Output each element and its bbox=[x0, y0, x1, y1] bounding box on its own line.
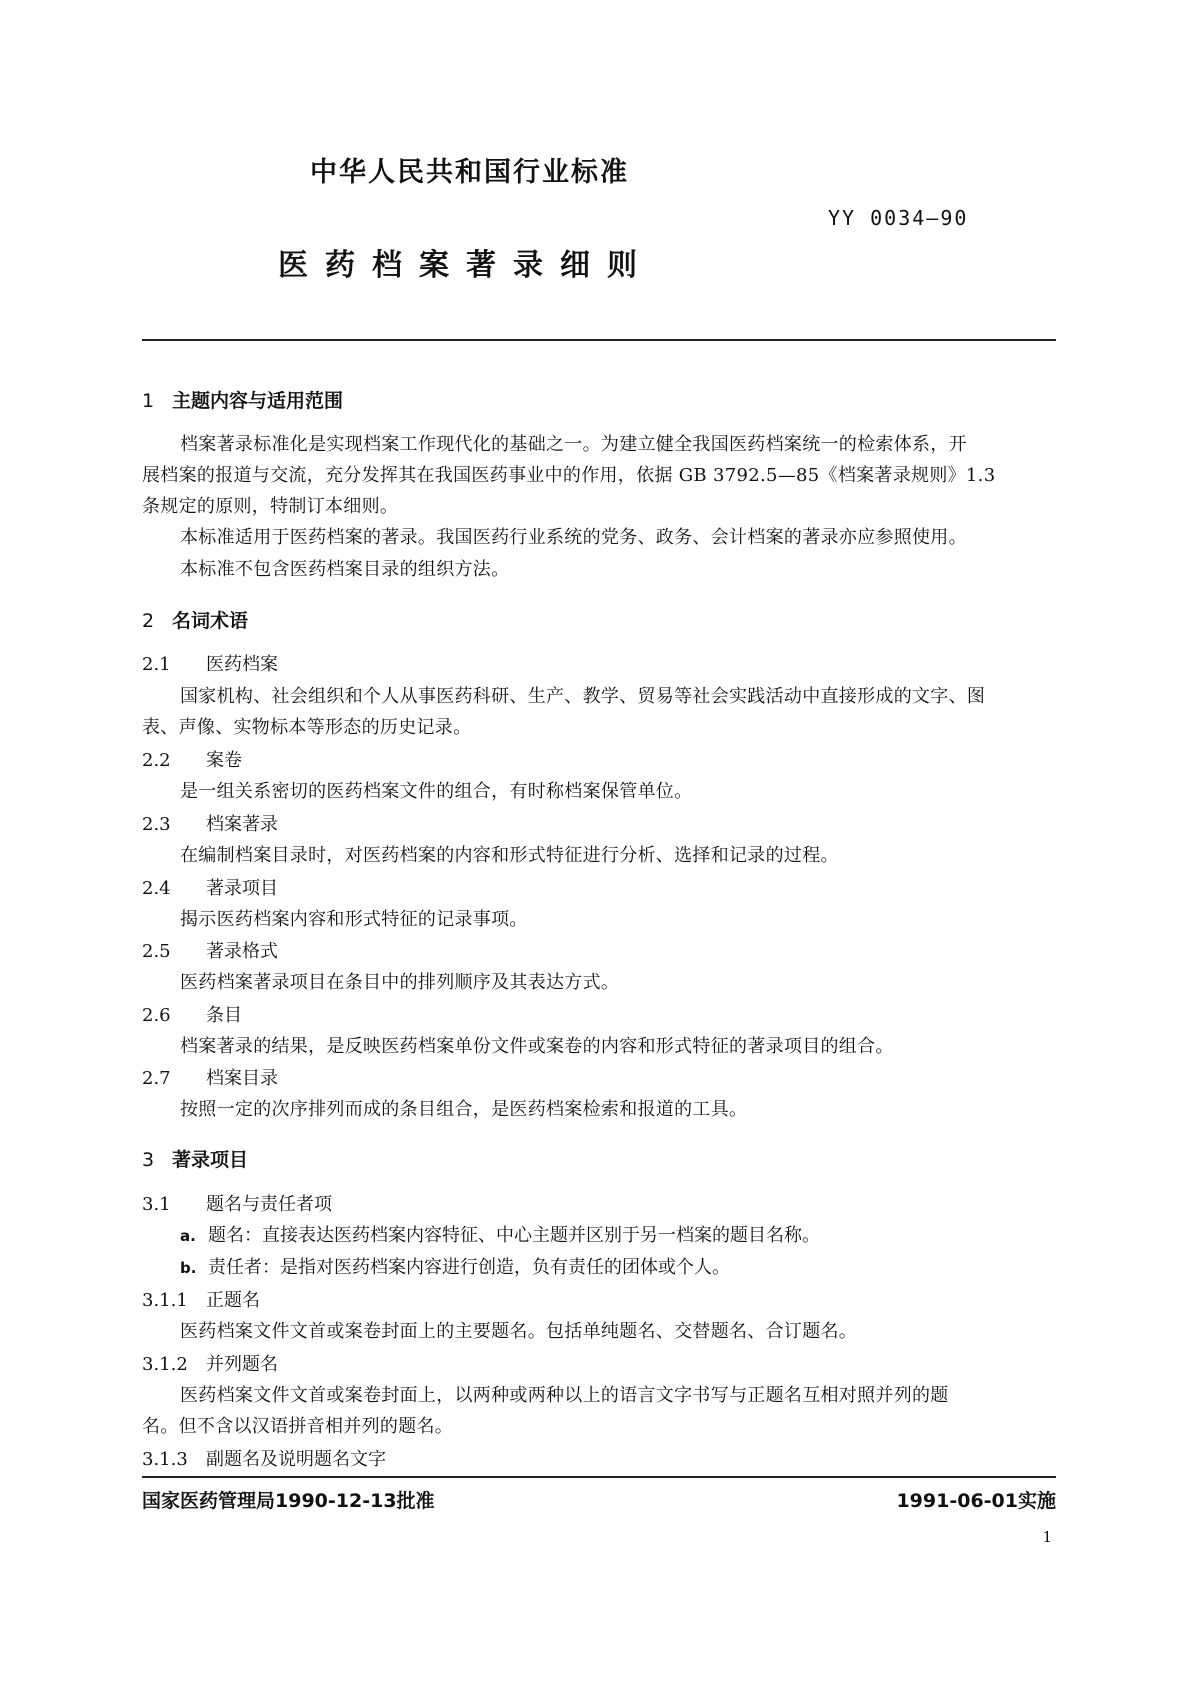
term-heading bbox=[142, 874, 278, 900]
term-number: 2.7 bbox=[142, 1068, 171, 1089]
item-definition: 医药档案文件文首或案卷封面上，以两种或两种以上的语言文字书写与正题名互相对照并列的题 bbox=[180, 1385, 949, 1406]
term-name: 著录项目 bbox=[206, 878, 278, 899]
item-name: 并列题名 bbox=[206, 1354, 278, 1375]
term-number: 2.1 bbox=[142, 654, 171, 675]
document-title: 医药档案著录细则 bbox=[278, 248, 654, 283]
approval-info: 国家医药管理局1990-12-13批准 bbox=[142, 1490, 435, 1512]
term-definition: 在编制档案目录时，对医药档案的内容和形式特征进行分析、选择和记录的过程。 bbox=[180, 845, 839, 866]
term-heading bbox=[142, 810, 278, 836]
list-text: 题名：直接表达医药档案内容特征、中心主题并区别于另一档案的题目名称。 bbox=[208, 1225, 820, 1246]
term-name: 案卷 bbox=[206, 750, 242, 771]
term-definition: 是一组关系密切的医药档案文件的组合，有时称档案保管单位。 bbox=[180, 781, 693, 802]
item-number: 3.1.1 bbox=[142, 1290, 188, 1311]
term-number: 2.4 bbox=[142, 878, 171, 899]
term-definition: 档案著录的结果，是反映医药档案单份文件或案卷的内容和形式特征的著录项目的组合。 bbox=[180, 1036, 894, 1057]
section-number: 3 bbox=[142, 1149, 155, 1171]
paragraph-line: 展档案的报道与交流，充分发挥其在我国医药事业中的作用，依据 GB 3792.5—85《档案著录规则》1.3 bbox=[142, 465, 996, 486]
term-heading bbox=[142, 937, 278, 963]
item-name: 副题名及说明题名文字 bbox=[206, 1449, 386, 1470]
page-number: 1 bbox=[1042, 1528, 1052, 1546]
term-definition: 医药档案著录项目在条目中的排列顺序及其表达方式。 bbox=[180, 972, 620, 993]
item-heading bbox=[142, 1190, 332, 1216]
section-title: 主题内容与适用范围 bbox=[172, 390, 344, 412]
section-1-heading bbox=[142, 386, 343, 413]
standard-type-heading: 中华人民共和国行业标准 bbox=[310, 157, 629, 188]
item-number: 3.1 bbox=[142, 1194, 171, 1215]
term-definition: 揭示医药档案内容和形式特征的记录事项。 bbox=[180, 909, 528, 930]
term-heading bbox=[142, 1001, 242, 1027]
term-name: 档案著录 bbox=[206, 814, 278, 835]
term-number: 2.3 bbox=[142, 814, 171, 835]
section-title: 著录项目 bbox=[172, 1149, 249, 1171]
list-label: b. bbox=[180, 1259, 197, 1277]
paragraph-line: 本标准适用于医药档案的著录。我国医药行业系统的党务、政务、会计档案的著录亦应参照使用。 bbox=[180, 527, 967, 548]
term-number: 2.5 bbox=[142, 941, 171, 962]
term-heading bbox=[142, 746, 242, 772]
standard-code: YY 0034—90 bbox=[828, 206, 969, 230]
term-definition: 按照一定的次序排列而成的条目组合，是医药档案检索和报道的工具。 bbox=[180, 1099, 748, 1120]
item-definition: 名。但不含以汉语拼音相并列的题名。 bbox=[142, 1416, 454, 1437]
term-number: 2.6 bbox=[142, 1005, 171, 1026]
list-label: a. bbox=[180, 1227, 196, 1245]
item-heading bbox=[142, 1445, 386, 1471]
item-name: 题名与责任者项 bbox=[206, 1194, 332, 1215]
paragraph-line: 档案著录标准化是实现档案工作现代化的基础之一。为建立健全我国医药档案统一的检索体系，开 bbox=[180, 434, 967, 455]
term-heading bbox=[142, 1064, 278, 1090]
item-definition: 医药档案文件文首或案卷封面上的主要题名。包括单纯题名、交替题名、合订题名。 bbox=[180, 1321, 858, 1342]
item-heading bbox=[142, 1286, 260, 1312]
list-item bbox=[180, 1221, 820, 1247]
section-2-heading bbox=[142, 606, 248, 633]
effective-date: 1991-06-01实施 bbox=[896, 1490, 1056, 1512]
list-item bbox=[180, 1253, 730, 1279]
term-definition: 表、声像、实物标本等形态的历史记录。 bbox=[142, 717, 472, 738]
section-number: 2 bbox=[142, 610, 155, 632]
term-name: 著录格式 bbox=[206, 941, 278, 962]
term-definition: 国家机构、社会组织和个人从事医药科研、生产、教学、贸易等社会实践活动中直接形成的文字、图 bbox=[180, 686, 986, 707]
paragraph-line: 条规定的原则，特制订本细则。 bbox=[142, 496, 399, 517]
list-text: 责任者：是指对医药档案内容进行创造，负有责任的团体或个人。 bbox=[208, 1257, 730, 1278]
item-number: 3.1.2 bbox=[142, 1354, 188, 1375]
section-3-heading bbox=[142, 1145, 248, 1172]
title-divider bbox=[142, 339, 1056, 341]
footer-divider bbox=[142, 1476, 1056, 1478]
paragraph-line: 本标准不包含医药档案目录的组织方法。 bbox=[180, 559, 510, 580]
term-name: 医药档案 bbox=[206, 654, 278, 675]
section-number: 1 bbox=[142, 390, 155, 412]
item-number: 3.1.3 bbox=[142, 1449, 188, 1470]
section-title: 名词术语 bbox=[172, 610, 249, 632]
item-name: 正题名 bbox=[206, 1290, 260, 1311]
term-name: 档案目录 bbox=[206, 1068, 278, 1089]
term-name: 条目 bbox=[206, 1005, 242, 1026]
term-number: 2.2 bbox=[142, 750, 171, 771]
term-heading bbox=[142, 650, 278, 676]
item-heading bbox=[142, 1350, 278, 1376]
